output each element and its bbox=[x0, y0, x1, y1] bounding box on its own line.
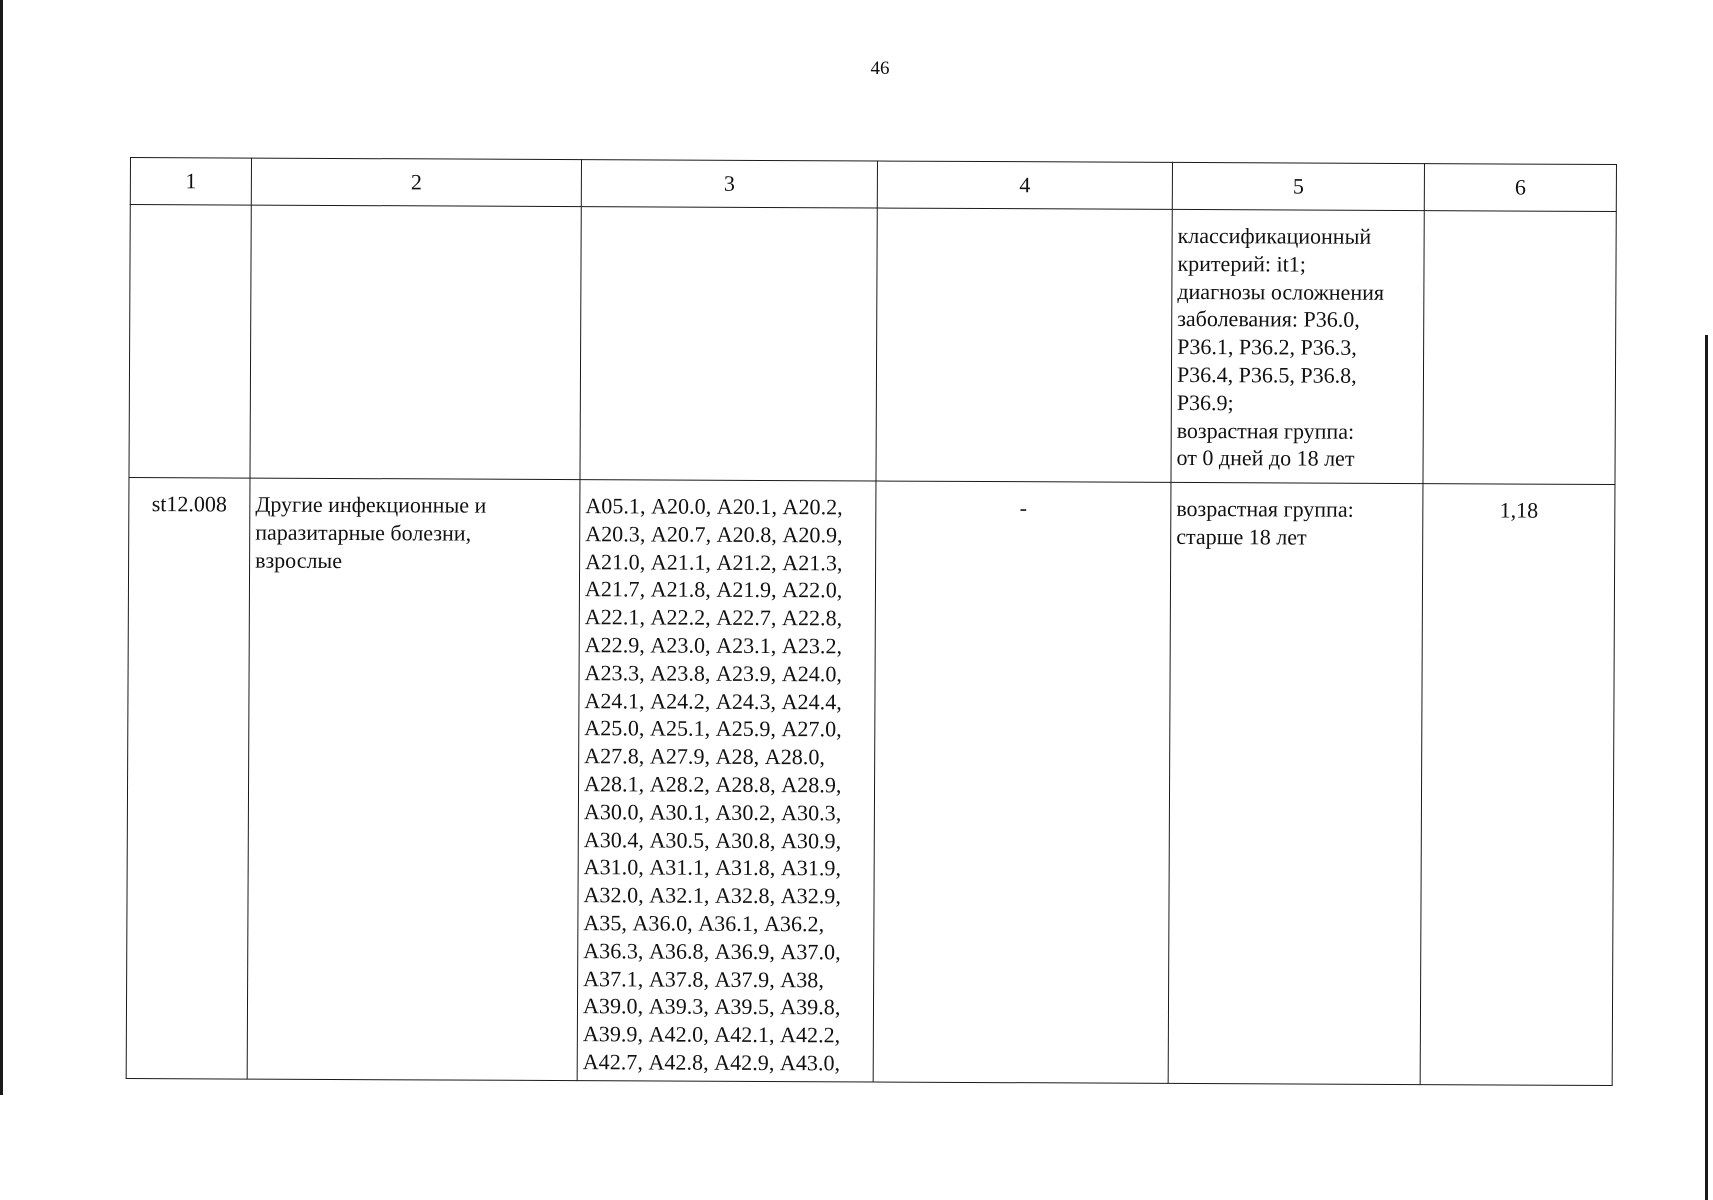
row1-criteria-line: критерий: it1; bbox=[1177, 250, 1306, 277]
row2-criteria-line: возрастная группа: bbox=[1176, 495, 1354, 522]
row2-code-cell bbox=[126, 477, 250, 1079]
row1-criteria-line: заболевания: Р36.0, bbox=[1177, 306, 1360, 333]
row2-procedure-codes-cell bbox=[873, 481, 1171, 1083]
row2-criteria-text bbox=[1171, 483, 1422, 552]
row2-name-text bbox=[250, 479, 579, 576]
diagnosis-codes-line: А05.1, А20.0, А20.1, А20.2, bbox=[585, 493, 843, 520]
header-cell-3: 3 bbox=[581, 160, 877, 208]
row1-criteria-text bbox=[1172, 210, 1424, 473]
diagnosis-codes-line: А23.3, А23.8, А23.9, А24.0, bbox=[584, 659, 843, 687]
row2-criteria-cell bbox=[1168, 482, 1423, 1084]
diagnosis-codes-line: А31.0, А31.1, А31.8, А31.9, bbox=[583, 854, 842, 881]
classification-table bbox=[126, 157, 1617, 1086]
row1-criteria-cell bbox=[1171, 209, 1424, 483]
row2-criteria-line: старше 18 лет bbox=[1176, 523, 1307, 550]
diagnosis-codes-line: А30.0, А30.1, А30.2, А30.3, bbox=[583, 798, 842, 826]
row1-criteria-line: возрастная группа: bbox=[1176, 417, 1355, 444]
header-cell-5: 5 bbox=[1172, 162, 1424, 210]
row1-procedure-codes-cell bbox=[876, 208, 1172, 482]
diagnosis-codes-line: А32.0, А32.1, А32.8, А32.9, bbox=[583, 882, 841, 909]
diagnosis-codes-line: А35, А36.0, А36.1, А36.2, bbox=[583, 910, 825, 937]
row1-criteria-line: Р36.4, Р36.5, Р36.8, bbox=[1176, 361, 1357, 388]
row2-coefficient-text: 1,18 bbox=[1499, 497, 1539, 523]
row2-procedure-codes-text: - bbox=[1019, 495, 1028, 521]
diagnosis-codes-line: А22.1, А22.2, А22.7, А22.8, bbox=[584, 604, 843, 631]
header-cell-1: 1 bbox=[130, 158, 251, 206]
diagnosis-codes-line: А21.0, А21.1, А21.2, А21.3, bbox=[585, 548, 843, 575]
scan-edge-left bbox=[0, 0, 3, 1095]
diagnosis-codes-line: А21.7, А21.8, А21.9, А22.0, bbox=[584, 576, 843, 603]
row1-criteria-line: диагнозы осложнения bbox=[1177, 278, 1385, 305]
row1-criteria-line: классификационный bbox=[1177, 222, 1372, 249]
diagnosis-codes-line: А39.9, А42.0, А42.1, А42.2, bbox=[582, 1021, 841, 1048]
row2-name-line: Другие инфекционные и bbox=[255, 491, 487, 518]
row1-criteria-line: от 0 дней до 18 лет bbox=[1176, 445, 1355, 472]
diagnosis-codes-line: А24.1, А24.2, А24.3, А24.4, bbox=[584, 687, 842, 714]
row2-code-text: st12.008 bbox=[151, 491, 228, 517]
row2-diagnosis-codes-text bbox=[578, 480, 876, 1077]
diagnosis-codes-line: А36.3, А36.8, А36.9, А37.0, bbox=[583, 937, 841, 965]
header-cell-4: 4 bbox=[877, 161, 1172, 209]
row2-name-line: взрослые bbox=[255, 547, 343, 573]
row2-diagnosis-codes-cell bbox=[577, 480, 876, 1082]
header-cell-6: 6 bbox=[1424, 164, 1616, 212]
header-cell-2: 2 bbox=[251, 158, 581, 207]
row2-name-line: паразитарные болезни, bbox=[255, 519, 472, 546]
table-row bbox=[129, 205, 1616, 485]
row1-criteria-line: Р36.1, Р36.2, Р36.3, bbox=[1177, 334, 1357, 360]
diagnosis-codes-line: А42.7, А42.8, А42.9, А43.0, bbox=[582, 1049, 841, 1076]
row1-code-cell bbox=[129, 205, 251, 479]
page-number: 46 bbox=[870, 58, 890, 79]
diagnosis-codes-line: А27.8, А27.9, А28, А28.0, bbox=[584, 743, 826, 770]
table-row bbox=[126, 477, 1615, 1085]
diagnosis-codes-line: А28.1, А28.2, А28.8, А28.9, bbox=[583, 771, 842, 798]
row1-diagnosis-codes-cell bbox=[580, 207, 877, 481]
row1-coefficient-cell bbox=[1423, 211, 1616, 485]
row2-coefficient-cell bbox=[1420, 484, 1615, 1086]
row1-name-cell bbox=[250, 205, 581, 480]
row1-criteria-line: Р36.9; bbox=[1176, 389, 1234, 415]
diagnosis-codes-line: А20.3, А20.7, А20.8, А20.9, bbox=[585, 520, 843, 548]
diagnosis-codes-line: А25.0, А25.1, А25.9, А27.0, bbox=[584, 715, 842, 742]
table-header-row bbox=[130, 158, 1616, 212]
diagnosis-codes-line: А39.0, А39.3, А39.5, А39.8, bbox=[582, 993, 841, 1020]
row2-name-cell bbox=[247, 478, 580, 1081]
diagnosis-codes-line: А22.9, А23.0, А23.1, А23.2, bbox=[584, 632, 843, 659]
diagnosis-codes-line: А30.4, А30.5, А30.8, А30.9, bbox=[583, 826, 842, 853]
scan-edge-right bbox=[1705, 335, 1708, 1200]
diagnosis-codes-line: А37.1, А37.8, А37.9, А38, bbox=[583, 965, 825, 992]
